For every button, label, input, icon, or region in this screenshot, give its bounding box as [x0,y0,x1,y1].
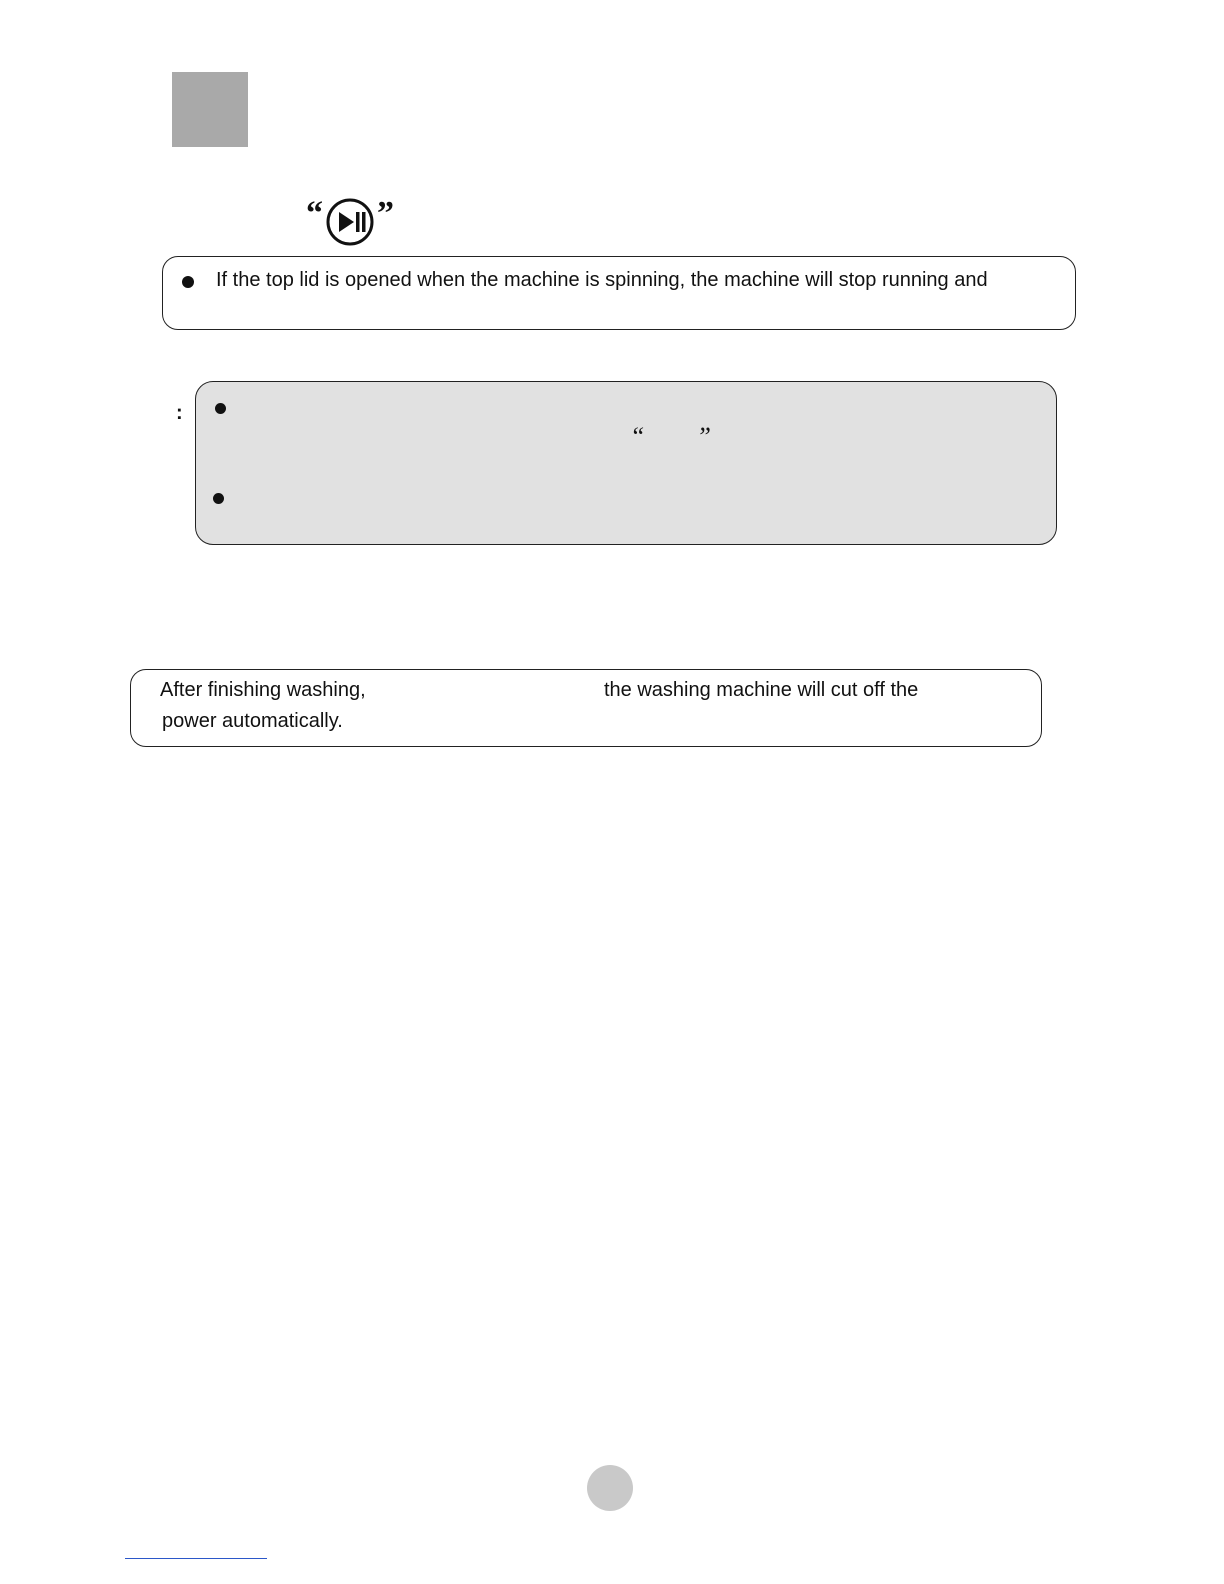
finish-notice-text-end: power automatically. [162,710,343,732]
open-quote: “ [306,195,323,232]
note-box [195,381,1057,545]
page-number-dot [587,1465,633,1511]
lid-notice-text: If the top lid is opened when the machine is spinning, the machine will stop running and [216,269,988,291]
finish-notice-box [130,669,1042,747]
bullet-icon [215,403,226,414]
play-pause-icon [325,197,375,247]
section-marker-block [172,72,248,147]
close-quote: ” [377,195,394,232]
start-pause-reference [306,194,394,250]
footer-rule [125,1558,267,1559]
bullet-icon [182,276,194,288]
finish-notice-text-start: After finishing washing, [160,679,366,701]
lid-notice-box [162,256,1076,330]
note-quotes: “ ” [630,422,711,451]
finish-notice-text-middle: the washing machine will cut off the [604,679,919,701]
bullet-icon [213,493,224,504]
note-colon: : [176,402,183,424]
